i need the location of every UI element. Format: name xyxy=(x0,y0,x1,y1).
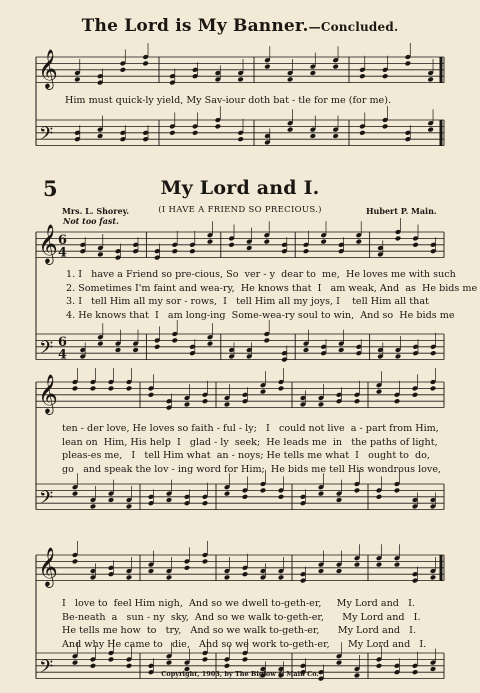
note-head xyxy=(264,338,271,344)
system1-lyrics: Him must quick-ly yield, My Sav-iour doth bat - tle for me (for me). xyxy=(65,95,392,106)
note-head xyxy=(394,562,401,568)
note-head xyxy=(359,73,366,79)
hymn-subtitle: (I HAVE A FRIEND SO PRECIOUS.) xyxy=(158,205,322,215)
note-head xyxy=(154,344,161,350)
time-signature: 6 xyxy=(58,334,67,350)
note-head xyxy=(430,386,437,392)
note-head xyxy=(310,133,317,139)
note-head xyxy=(90,504,97,510)
note-head xyxy=(108,497,115,503)
note-head xyxy=(120,67,127,73)
note-head xyxy=(166,660,173,666)
bass-clef: 𝄢 xyxy=(39,338,53,364)
note-head xyxy=(189,248,196,254)
note-head xyxy=(172,338,179,344)
note-head xyxy=(332,133,339,139)
note-head xyxy=(260,488,267,494)
note-head xyxy=(242,494,249,500)
note-head xyxy=(278,494,285,500)
note-head xyxy=(108,386,115,392)
note-head xyxy=(207,341,214,347)
verse-line: I love to feel Him nigh, And so we dwell to-geth-er, My Lord and I. xyxy=(62,598,415,609)
verse-line: 3. I tell Him all my sor - rows, I tell Him all my joys, I tell Him all that xyxy=(66,296,429,308)
verse-line: 4. He knows that I am long-ing Some-wea-ry soul to win, And so He bids me xyxy=(66,309,455,321)
note-head xyxy=(303,347,310,353)
note-head xyxy=(287,127,294,133)
system2-verses xyxy=(66,268,477,322)
note-head xyxy=(376,562,383,568)
note-head xyxy=(72,559,79,565)
note-head xyxy=(224,402,231,408)
note-head xyxy=(356,239,363,245)
verse-line: go and speak the lov - ing word for Him; He bids me tell His wondrous love, xyxy=(62,463,442,475)
note-head xyxy=(242,571,249,577)
note-head xyxy=(224,663,231,669)
note-head xyxy=(303,248,310,254)
note-head xyxy=(224,575,231,581)
note-head xyxy=(74,77,81,83)
note-head xyxy=(72,386,79,392)
treble-clef: 𝄞 xyxy=(38,547,58,587)
verse-line: Be-neath a sun - ny sky, And so we walk to-geth-er, My Lord and I. xyxy=(62,611,421,623)
note-head xyxy=(148,392,155,398)
note-head xyxy=(430,350,437,356)
time-signature: 4 xyxy=(58,245,67,261)
composer-credit: Hubert P. Main. xyxy=(366,206,437,216)
note-head xyxy=(376,389,383,395)
note-head xyxy=(382,73,389,79)
note-head xyxy=(354,398,361,404)
note-head xyxy=(90,386,97,392)
note-head xyxy=(166,497,173,503)
note-head xyxy=(336,660,343,666)
note-head xyxy=(278,575,285,581)
tempo-marking: Not too fast. xyxy=(63,216,119,226)
note-head xyxy=(90,663,97,669)
note-head xyxy=(72,491,79,497)
verse-line: And why He came to die, And so we work to-geth-er, My Lord and I. xyxy=(62,638,427,650)
note-head xyxy=(336,497,343,503)
note-head xyxy=(336,568,343,574)
note-head xyxy=(354,562,361,568)
note-head xyxy=(224,491,231,497)
note-head xyxy=(228,242,235,248)
note-head xyxy=(169,130,176,136)
lyricist-credit: Mrs. L. Shorey. xyxy=(62,206,130,216)
verse-line: pleas-es me, I tell Him what an - noys; He tells me what I ought to do, xyxy=(62,450,430,462)
note-head xyxy=(260,389,267,395)
hymn-title: My Lord and I. xyxy=(160,177,320,199)
note-head xyxy=(405,61,412,67)
note-head xyxy=(97,341,104,347)
note-head xyxy=(310,70,317,76)
time-signature: 4 xyxy=(58,347,67,363)
note-head xyxy=(430,575,437,581)
note-head xyxy=(207,239,214,245)
note-head xyxy=(412,242,419,248)
treble-clef: 𝄞 xyxy=(38,224,58,264)
verse-line: He tells me how to try, And so we walk to-geth-er, My Lord and I. xyxy=(62,625,417,637)
note-head xyxy=(142,61,149,67)
note-head xyxy=(242,657,249,663)
note-head xyxy=(202,559,209,565)
treble-clef: 𝄞 xyxy=(38,374,58,414)
time-signature: 6 xyxy=(58,232,67,248)
verse-line: 2. Sometimes I'm faint and wea-ry, He knows that I am weak, And as He bids me xyxy=(66,282,478,294)
copyright-notice: Copyright, 1903, by The Biglow & Main Co. xyxy=(161,670,319,678)
note-head xyxy=(97,133,104,139)
note-head xyxy=(359,130,366,136)
note-head xyxy=(287,77,294,83)
note-head xyxy=(332,64,339,70)
note-head xyxy=(237,136,244,142)
note-head xyxy=(126,663,133,669)
note-head xyxy=(108,657,115,663)
note-head xyxy=(394,488,401,494)
note-head xyxy=(202,500,209,506)
note-head xyxy=(166,575,173,581)
note-head xyxy=(382,124,389,130)
note-head xyxy=(246,245,253,251)
continued-hymn-title-text: The Lord is My Banner. xyxy=(81,16,309,36)
note-head xyxy=(97,252,104,258)
note-head xyxy=(376,663,383,669)
note-head xyxy=(215,124,222,130)
note-head xyxy=(184,565,191,571)
note-head xyxy=(376,494,383,500)
note-head xyxy=(318,491,325,497)
note-head xyxy=(115,347,122,353)
note-head xyxy=(264,64,271,70)
system4-verses xyxy=(62,597,426,651)
note-head xyxy=(184,402,191,408)
note-head xyxy=(394,398,401,404)
note-head xyxy=(318,402,325,408)
treble-clef: 𝄞 xyxy=(38,49,58,89)
note-head xyxy=(264,239,271,245)
note-head xyxy=(395,236,402,242)
bass-clef: 𝄢 xyxy=(39,488,53,514)
note-head xyxy=(72,660,79,666)
note-head xyxy=(192,130,199,136)
note-head xyxy=(172,248,179,254)
note-head xyxy=(278,386,285,392)
note-head xyxy=(354,488,361,494)
verse-line: lean on Him, His help I glad - ly seek; He leads me in the paths of light, xyxy=(62,436,438,448)
note-head xyxy=(132,347,139,353)
verse-line: ten - der love, He loves so faith - ful - ly; I could not live a - part from Him, xyxy=(62,423,439,434)
note-head xyxy=(148,568,155,574)
verse-line: 1. I have a Friend so pre-cious, So ver - y dear to me, He loves me with such xyxy=(66,269,456,280)
note-head xyxy=(395,354,402,360)
note-head xyxy=(126,575,133,581)
note-head xyxy=(126,386,133,392)
concluded-label: —Concluded. xyxy=(308,20,399,34)
note-head xyxy=(202,398,209,404)
note-head xyxy=(320,239,327,245)
system3-verses xyxy=(62,422,441,476)
note-head xyxy=(412,392,419,398)
note-head xyxy=(427,77,434,83)
note-head xyxy=(202,657,209,663)
note-head xyxy=(318,568,325,574)
note-head xyxy=(237,77,244,83)
hymn-number: 5 xyxy=(43,176,58,201)
bass-clef: 𝄢 xyxy=(39,657,53,683)
note-head xyxy=(427,127,434,133)
bass-clef: 𝄢 xyxy=(39,124,53,150)
note-head xyxy=(126,504,133,510)
note-head xyxy=(338,347,345,353)
